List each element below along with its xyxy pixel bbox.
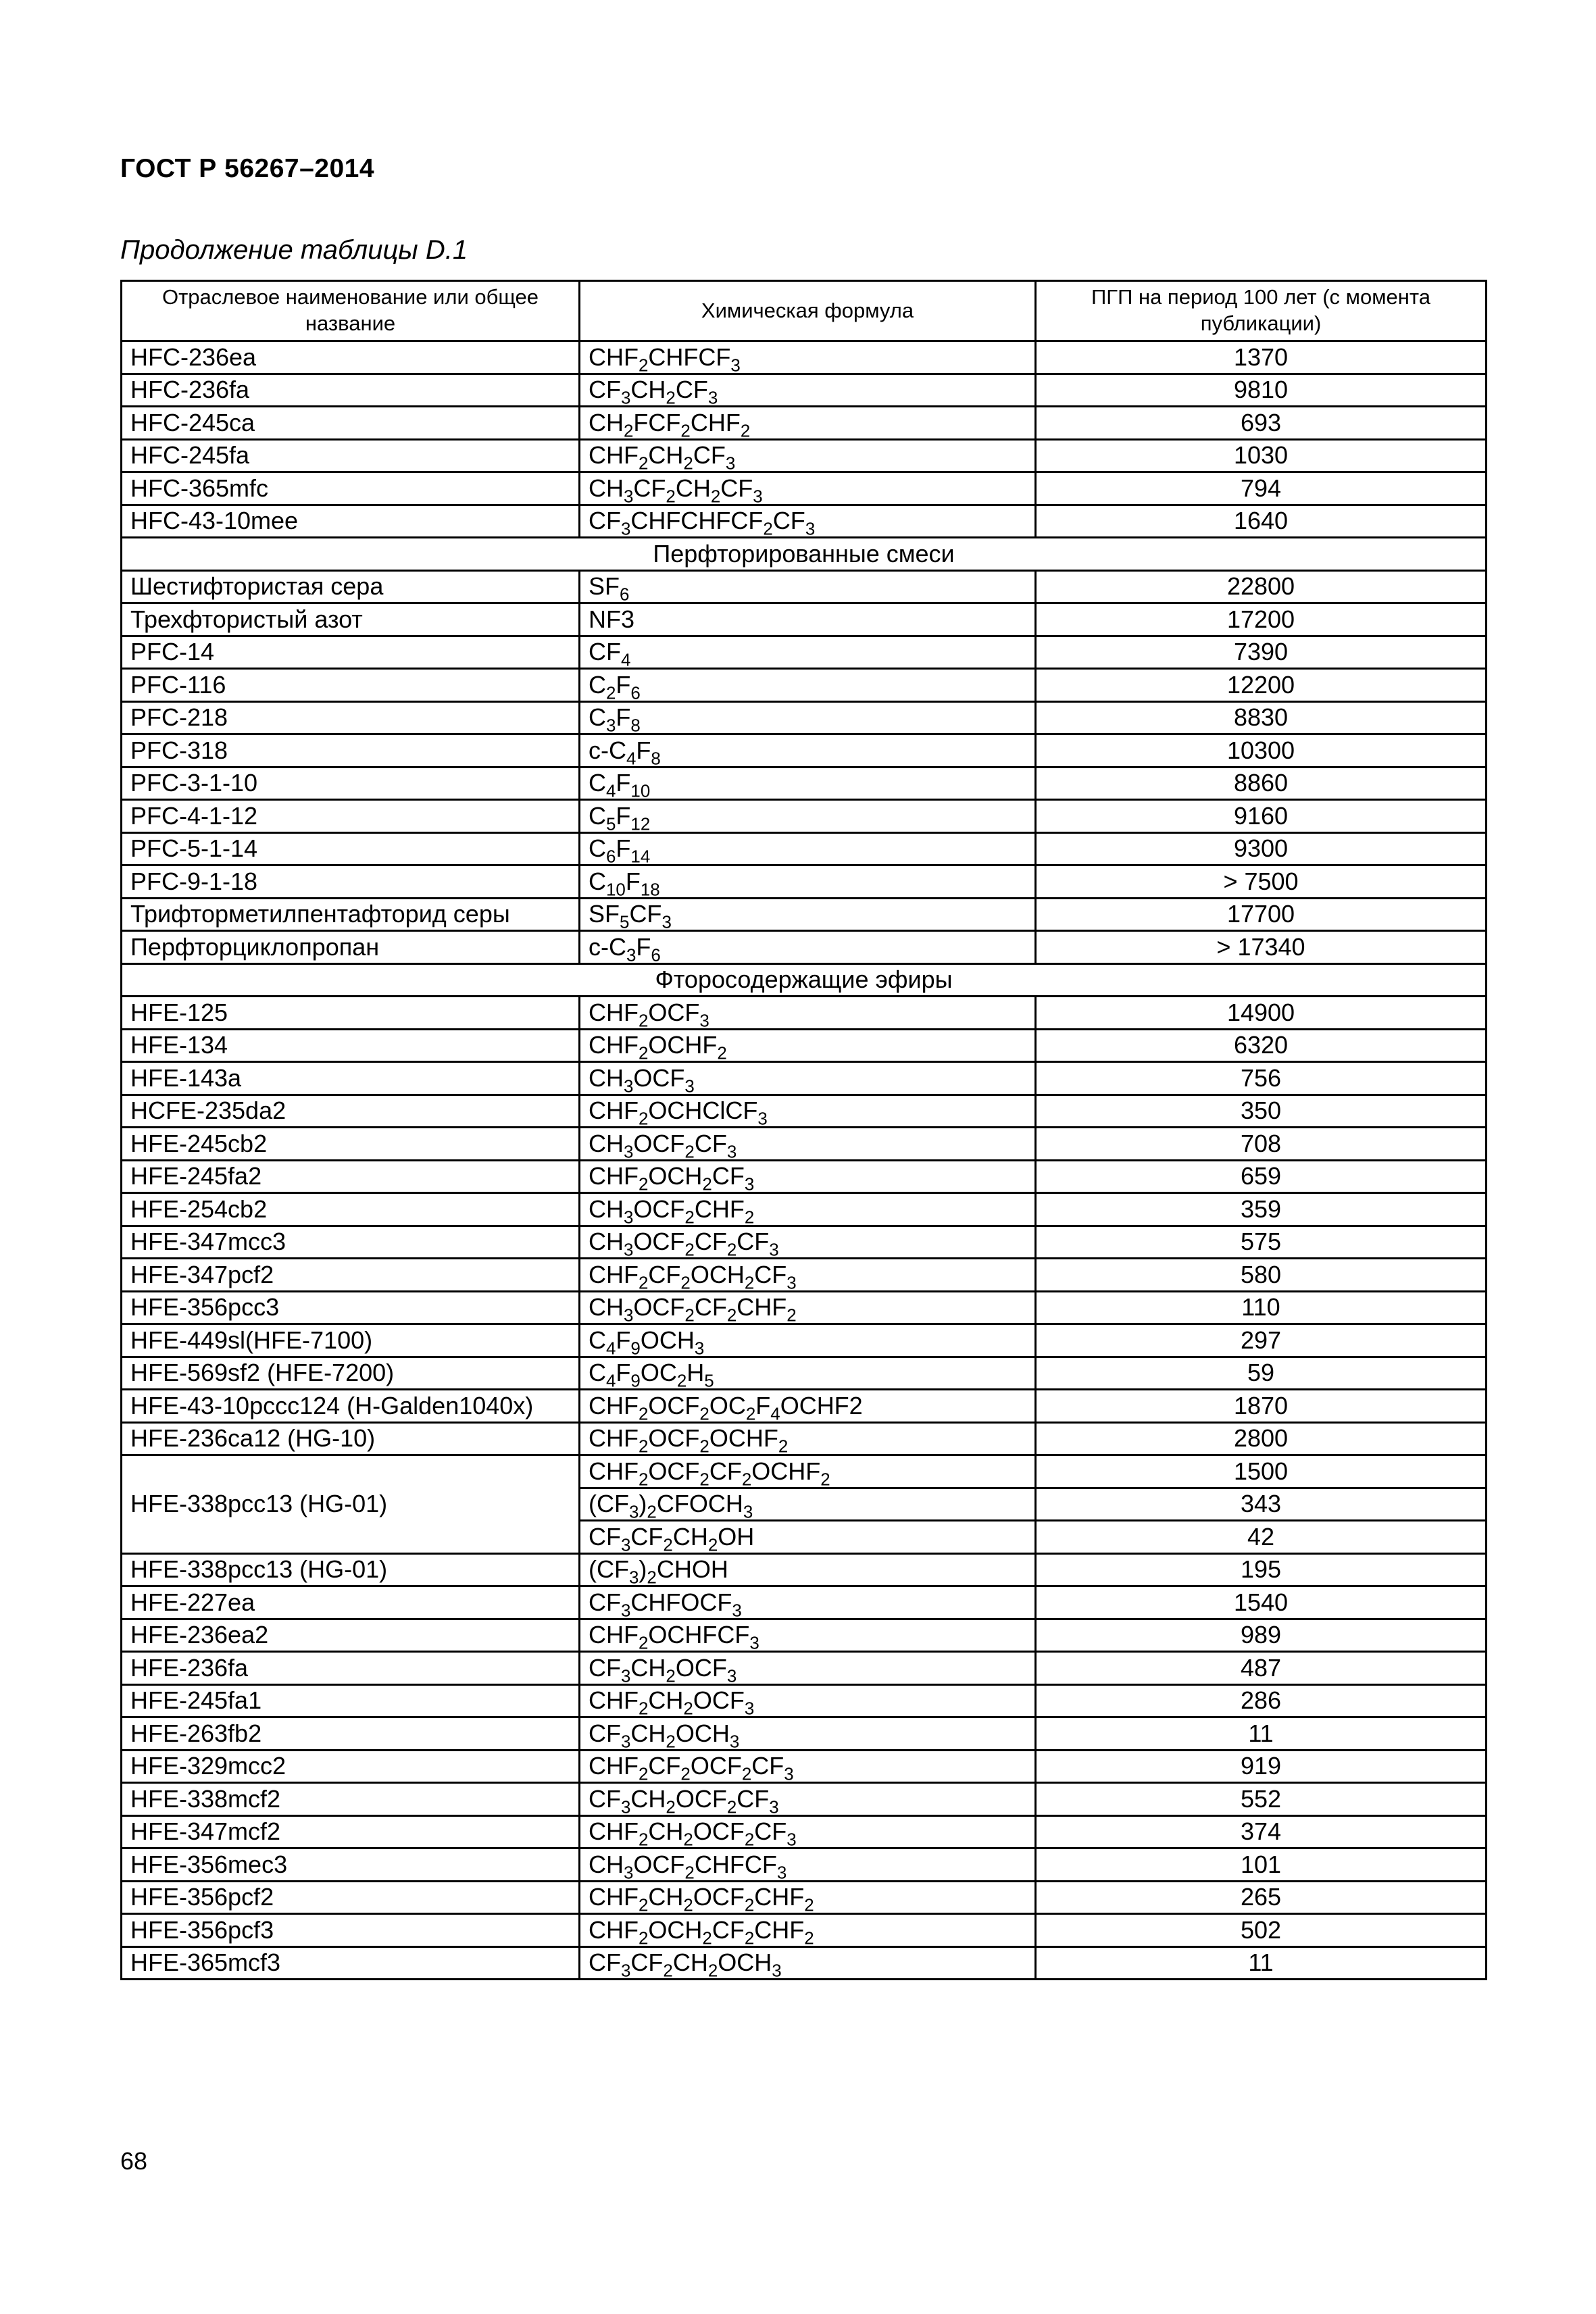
gwp-value: 11 — [1036, 1946, 1487, 1980]
chemical-formula: $CHF_2CHFCF_3$ — [580, 341, 1036, 374]
substance-name: HFE-365mcf3 — [122, 1946, 580, 1980]
substance-name: HFE-347mcc3 — [122, 1226, 580, 1259]
table-row — [122, 669, 1487, 702]
section-row — [122, 538, 1487, 571]
gwp-value: 59 — [1036, 1357, 1487, 1390]
column-header-formula: Химическая формула — [580, 281, 1036, 341]
table-row — [122, 1815, 1487, 1848]
chemical-formula: $CF_3CF_2CH_2OH$ — [580, 1521, 1036, 1554]
substance-name: HFE-245fa1 — [122, 1684, 580, 1717]
section-row — [122, 963, 1487, 997]
gwp-value: 359 — [1036, 1193, 1487, 1226]
substance-name: HFE-227ea — [122, 1586, 580, 1619]
chemical-formula: $CF_3CH_2OCF_2CF_3$ — [580, 1783, 1036, 1816]
substance-name: HFE-356pcc3 — [122, 1291, 580, 1324]
gwp-value: > 7500 — [1036, 865, 1487, 899]
document-code: ГОСТ Р 56267–2014 — [120, 154, 375, 183]
gwp-value: 1640 — [1036, 505, 1487, 538]
gwp-value: 1030 — [1036, 439, 1487, 472]
chemical-formula: $CHF_2OCH_2CF_3$ — [580, 1160, 1036, 1193]
chemical-formula: $SF_6$ — [580, 570, 1036, 603]
gwp-value: 487 — [1036, 1652, 1487, 1685]
table-row — [122, 1259, 1487, 1292]
substance-name: PFC-4-1-12 — [122, 800, 580, 833]
substance-name: HFE-143a — [122, 1062, 580, 1095]
substance-name: HFE-236ea2 — [122, 1619, 580, 1652]
table-row — [122, 1717, 1487, 1751]
gwp-value: > 17340 — [1036, 931, 1487, 964]
gwp-table — [120, 280, 1487, 1980]
table-body — [122, 341, 1487, 1980]
table-row — [122, 1062, 1487, 1095]
table-row — [122, 1848, 1487, 1882]
chemical-formula: $CF_3CH_2OCF_3$ — [580, 1652, 1036, 1685]
table-row — [122, 1652, 1487, 1685]
chemical-formula: $CHF_2CF_2OCH_2CF_3$ — [580, 1259, 1036, 1292]
table-row — [122, 1160, 1487, 1193]
gwp-value: 575 — [1036, 1226, 1487, 1259]
substance-name: HFE-236fa — [122, 1652, 580, 1685]
substance-name: HFC-236fa — [122, 374, 580, 407]
chemical-formula: $CH_3OCF_2CHFCF_3$ — [580, 1848, 1036, 1882]
substance-name: HFE-347mcf2 — [122, 1815, 580, 1848]
chemical-formula: $CF_3CHFCHFCF_2CF_3$ — [580, 505, 1036, 538]
table-row — [122, 1422, 1487, 1455]
gwp-value: 12200 — [1036, 669, 1487, 702]
substance-name: HFC-245fa — [122, 439, 580, 472]
chemical-formula: $(CF_3)_2CHOH$ — [580, 1553, 1036, 1586]
table-row — [122, 1881, 1487, 1914]
table-row — [122, 570, 1487, 603]
table-row — [122, 1324, 1487, 1357]
gwp-value: 1540 — [1036, 1586, 1487, 1619]
chemical-formula: $C_3F_8$ — [580, 701, 1036, 734]
substance-name: HFC-236ea — [122, 341, 580, 374]
gwp-value: 919 — [1036, 1750, 1487, 1783]
substance-name: PFC-318 — [122, 734, 580, 768]
table-row — [122, 1357, 1487, 1390]
chemical-formula: $CHF_2OCHClCF_3$ — [580, 1095, 1036, 1128]
table-row — [122, 505, 1487, 538]
chemical-formula: $CH_3CF_2CH_2CF_3$ — [580, 472, 1036, 505]
table-header-row — [122, 281, 1487, 341]
gwp-value: 14900 — [1036, 997, 1487, 1030]
substance-name: HCFE-235da2 — [122, 1095, 580, 1128]
gwp-value: 10300 — [1036, 734, 1487, 768]
substance-name: Перфторциклопропан — [122, 931, 580, 964]
gwp-value: 8830 — [1036, 701, 1487, 734]
table-row — [122, 800, 1487, 833]
gwp-value: 6320 — [1036, 1029, 1487, 1062]
chemical-formula: $C_5F_{12}$ — [580, 800, 1036, 833]
gwp-value: 794 — [1036, 472, 1487, 505]
table-row — [122, 1193, 1487, 1226]
chemical-formula: $CH_2FCF_2CHF_2$ — [580, 407, 1036, 440]
gwp-value: 7390 — [1036, 636, 1487, 669]
substance-name: PFC-5-1-14 — [122, 832, 580, 865]
substance-name: HFE-356pcf2 — [122, 1881, 580, 1914]
chemical-formula: $C_{10}F_{18}$ — [580, 865, 1036, 899]
table-row — [122, 1586, 1487, 1619]
substance-name: Шестифтористая сера — [122, 570, 580, 603]
substance-name: HFE-347pcf2 — [122, 1259, 580, 1292]
substance-name: HFE-338pcc13 (HG-01) — [122, 1455, 580, 1554]
gwp-value: 17700 — [1036, 898, 1487, 931]
gwp-value: 195 — [1036, 1553, 1487, 1586]
table-row — [122, 439, 1487, 472]
table-row — [122, 734, 1487, 768]
chemical-formula: $CHF_2CH_2OCF_3$ — [580, 1684, 1036, 1717]
table-row — [122, 898, 1487, 931]
table-row — [122, 472, 1487, 505]
gwp-value: 9160 — [1036, 800, 1487, 833]
chemical-formula: $CHF_2OCH_2CF_2CHF_2$ — [580, 1914, 1036, 1947]
substance-name: HFE-338mcf2 — [122, 1783, 580, 1816]
gwp-value: 101 — [1036, 1848, 1487, 1882]
table-caption: Продолжение таблицы D.1 — [120, 235, 468, 265]
gwp-value: 350 — [1036, 1095, 1487, 1128]
substance-name: HFC-43-10mee — [122, 505, 580, 538]
chemical-formula: $CHF_2CH_2OCF_2CF_3$ — [580, 1815, 1036, 1848]
table-row — [122, 407, 1487, 440]
gwp-value: 659 — [1036, 1160, 1487, 1193]
substance-name: HFE-356mec3 — [122, 1848, 580, 1882]
table-row — [122, 1553, 1487, 1586]
table-row — [122, 636, 1487, 669]
chemical-formula: $CH_3OCF_2CF_3$ — [580, 1128, 1036, 1161]
gwp-value: 42 — [1036, 1521, 1487, 1554]
substance-name: HFE-43-10pccc124 (H-Galden1040x) — [122, 1390, 580, 1423]
chemical-formula: $CH_3OCF_3$ — [580, 1062, 1036, 1095]
chemical-formula: $CF_3CF_2CH_2OCH_3$ — [580, 1946, 1036, 1980]
chemical-formula: $CHF_2CH_2CF_3$ — [580, 439, 1036, 472]
gwp-value: 552 — [1036, 1783, 1487, 1816]
chemical-formula: NF3 — [580, 603, 1036, 636]
table-row — [122, 341, 1487, 374]
table-row — [122, 1029, 1487, 1062]
chemical-formula: $C_4F_9OC_2H_5$ — [580, 1357, 1036, 1390]
chemical-formula: $c-C_3F_6$ — [580, 931, 1036, 964]
gwp-value: 580 — [1036, 1259, 1487, 1292]
chemical-formula: $C_4F_9OCH_3$ — [580, 1324, 1036, 1357]
table-row — [122, 1095, 1487, 1128]
chemical-formula: $CHF_2OCF_2CF_2OCHF_2$ — [580, 1455, 1036, 1488]
gwp-value: 989 — [1036, 1619, 1487, 1652]
gwp-value: 22800 — [1036, 570, 1487, 603]
chemical-formula: $CH_3OCF_2CHF_2$ — [580, 1193, 1036, 1226]
substance-name: HFE-245fa2 — [122, 1160, 580, 1193]
section-title: Перфторированные смеси — [122, 538, 1487, 571]
chemical-formula: $CHF_2OCF_2OCHF_2$ — [580, 1422, 1036, 1455]
chemical-formula: $C_2F_6$ — [580, 669, 1036, 702]
gwp-value: 9810 — [1036, 374, 1487, 407]
table-row — [122, 1291, 1487, 1324]
gwp-value: 2800 — [1036, 1422, 1487, 1455]
column-header-name: Отраслевое наименование или общее название — [122, 281, 580, 341]
gwp-value: 1870 — [1036, 1390, 1487, 1423]
substance-name: HFE-125 — [122, 997, 580, 1030]
substance-name: PFC-3-1-10 — [122, 767, 580, 800]
gwp-value: 693 — [1036, 407, 1487, 440]
substance-name: HFE-338pcc13 (HG-01) — [122, 1553, 580, 1586]
table-row — [122, 1914, 1487, 1947]
gwp-value: 756 — [1036, 1062, 1487, 1095]
chemical-formula: $(CF_3)_2CFOCH_3$ — [580, 1488, 1036, 1521]
chemical-formula: $CF_3CH_2CF_3$ — [580, 374, 1036, 407]
gwp-value: 286 — [1036, 1684, 1487, 1717]
substance-name: PFC-14 — [122, 636, 580, 669]
table-row — [122, 767, 1487, 800]
page-number: 68 — [120, 2147, 148, 2175]
table-row — [122, 1684, 1487, 1717]
substance-name: HFC-365mfc — [122, 472, 580, 505]
table-row — [122, 931, 1487, 964]
table-row — [122, 701, 1487, 734]
gwp-value: 297 — [1036, 1324, 1487, 1357]
chemical-formula: $CHF_2CF_2OCF_2CF_3$ — [580, 1750, 1036, 1783]
chemical-formula: $CF_3CHFOCF_3$ — [580, 1586, 1036, 1619]
gwp-value: 708 — [1036, 1128, 1487, 1161]
table-row — [122, 1226, 1487, 1259]
substance-name: HFC-245ca — [122, 407, 580, 440]
table-row — [122, 374, 1487, 407]
table-row — [122, 1128, 1487, 1161]
gwp-value: 374 — [1036, 1815, 1487, 1848]
substance-name: PFC-116 — [122, 669, 580, 702]
chemical-formula: $CHF_2OCHF_2$ — [580, 1029, 1036, 1062]
gwp-value: 502 — [1036, 1914, 1487, 1947]
table-row — [122, 997, 1487, 1030]
table-row — [122, 832, 1487, 865]
chemical-formula: $CF_4$ — [580, 636, 1036, 669]
substance-name: HFE-449sl(HFE-7100) — [122, 1324, 580, 1357]
substance-name: PFC-9-1-18 — [122, 865, 580, 899]
gwp-value: 1370 — [1036, 341, 1487, 374]
substance-name: Трифторметилпентафторид серы — [122, 898, 580, 931]
chemical-formula: $c-C_4F_8$ — [580, 734, 1036, 768]
chemical-formula: $CHF_2OCF_2OC_2F_4OCHF2$ — [580, 1390, 1036, 1423]
table-row — [122, 1783, 1487, 1816]
table-row — [122, 1750, 1487, 1783]
chemical-formula: $CHF_2CH_2OCF_2CHF_2$ — [580, 1881, 1036, 1914]
substance-name: PFC-218 — [122, 701, 580, 734]
table-row — [122, 1390, 1487, 1423]
substance-name: HFE-329mcc2 — [122, 1750, 580, 1783]
chemical-formula: $CH_3OCF_2CF_2CHF_2$ — [580, 1291, 1036, 1324]
substance-name: HFE-134 — [122, 1029, 580, 1062]
table-row — [122, 1455, 1487, 1488]
substance-name: HFE-263fb2 — [122, 1717, 580, 1751]
substance-name: HFE-236ca12 (HG-10) — [122, 1422, 580, 1455]
gwp-value: 17200 — [1036, 603, 1487, 636]
substance-name: HFE-254cb2 — [122, 1193, 580, 1226]
chemical-formula: $CHF_2OCHFCF_3$ — [580, 1619, 1036, 1652]
gwp-value: 9300 — [1036, 832, 1487, 865]
table-row — [122, 1619, 1487, 1652]
gwp-value: 110 — [1036, 1291, 1487, 1324]
chemical-formula: $CHF_2OCF_3$ — [580, 997, 1036, 1030]
table-row — [122, 1946, 1487, 1980]
substance-name: HFE-356pcf3 — [122, 1914, 580, 1947]
gwp-value: 11 — [1036, 1717, 1487, 1751]
gwp-value: 1500 — [1036, 1455, 1487, 1488]
substance-name: HFE-245cb2 — [122, 1128, 580, 1161]
section-title: Фторосодержащие эфиры — [122, 963, 1487, 997]
substance-name: HFE-569sf2 (HFE-7200) — [122, 1357, 580, 1390]
chemical-formula: $CF_3CH_2OCH_3$ — [580, 1717, 1036, 1751]
gwp-value: 343 — [1036, 1488, 1487, 1521]
chemical-formula: $CH_3OCF_2CF_2CF_3$ — [580, 1226, 1036, 1259]
chemical-formula: $C_4F_{10}$ — [580, 767, 1036, 800]
table-row — [122, 865, 1487, 899]
column-header-gwp: ПГП на период 100 лет (с момента публикации) — [1036, 281, 1487, 341]
gwp-value: 265 — [1036, 1881, 1487, 1914]
chemical-formula: $C_6F_{14}$ — [580, 832, 1036, 865]
substance-name: Трехфтористый азот — [122, 603, 580, 636]
chemical-formula: $SF_5CF_3$ — [580, 898, 1036, 931]
gwp-value: 8860 — [1036, 767, 1487, 800]
table-row — [122, 603, 1487, 636]
